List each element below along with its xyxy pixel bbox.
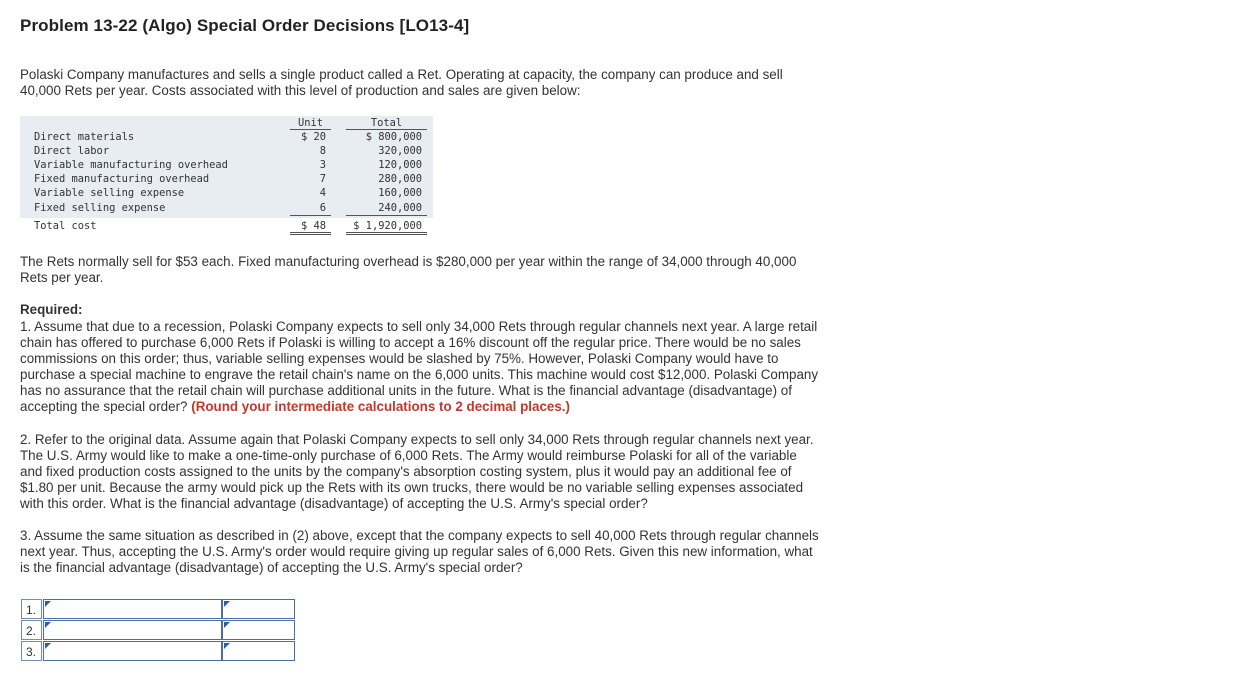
- row-unit-fixed-selling-expense: 6: [319, 202, 326, 214]
- q1-line-3: commissions on this order; thus, variable selling expenses would be slashed by 75%. However, Polaski Company would have to: [20, 351, 779, 366]
- q2-line-3: and fixed production costs assigned to the units by the company's absorption costing system, plus it would pay an additional fee of: [20, 464, 792, 479]
- row-unit-variable-selling-expense: 4: [319, 187, 326, 199]
- total-double-rule-total: [346, 232, 427, 235]
- required-heading: Required:: [20, 302, 83, 317]
- row-total-fixed-selling-expense: 240,000: [378, 202, 422, 214]
- total-double-rule-unit: [290, 232, 331, 235]
- q1-line-4: purchase a special machine to engrave the retail chain's name on the 6,000 units. This machine would cost $12,000. Polaski Company: [20, 367, 819, 382]
- q1-line-5: has no assurance that the retail chain will purchase additional units in the future. What is the financial advantage (disadvantage) of: [20, 383, 792, 398]
- q3-line-2: next year. Thus, accepting the U.S. Army's order would require giving up regular sales of 6,000 Rets. Given this new information, what: [20, 544, 813, 559]
- row-total-fixed-mfg-overhead: 280,000: [378, 173, 422, 185]
- q1-rounding-instruction: (Round your intermediate calculations to 2 decimal places.): [191, 399, 570, 414]
- answer-3-label-select[interactable]: [43, 641, 222, 661]
- q3-line-3: is the financial advantage (disadvantage) of accepting the U.S. Army's special order?: [20, 560, 523, 575]
- answer-2-amount-input[interactable]: [222, 620, 295, 640]
- row-label-variable-mfg-overhead: Variable manufacturing overhead: [34, 159, 228, 171]
- answer-1-label-select[interactable]: [43, 599, 222, 619]
- row-total-variable-mfg-overhead: 120,000: [378, 159, 422, 171]
- answer-row-number: 3.: [21, 641, 42, 661]
- dropdown-marker-icon: [224, 643, 230, 649]
- row-total-total-cost: $ 1,920,000: [353, 220, 422, 232]
- row-label-direct-materials: Direct materials: [34, 131, 135, 143]
- q2-line-5: with this order. What is the financial advantage (disadvantage) of accepting the U.S. Army's special order?: [20, 496, 648, 511]
- normal-price-line-1: The Rets normally sell for $53 each. Fixed manufacturing overhead is $280,000 per year within the range of 34,000 through 40,000: [20, 254, 797, 269]
- q1-line-2: chain has offered to purchase 6,000 Rets if Polaski is willing to accept a 16% discount off the regular price. There would be no sales: [20, 335, 801, 350]
- answer-row-number: 1.: [21, 599, 42, 619]
- row-label-total-cost: Total cost: [34, 220, 97, 232]
- row-total-variable-selling-expense: 160,000: [378, 187, 422, 199]
- row-label-variable-selling-expense: Variable selling expense: [34, 187, 185, 199]
- row-label-fixed-selling-expense: Fixed selling expense: [34, 202, 166, 214]
- intro-line-1: Polaski Company manufactures and sells a single product called a Ret. Operating at capacity, the company can produce and sell: [20, 67, 783, 82]
- row-total-direct-labor: 320,000: [378, 145, 422, 157]
- q2-line-1: 2. Refer to the original data. Assume again that Polaski Company expects to sell only 34,000 Rets through regular channels next year.: [20, 432, 814, 447]
- q2-line-2: The U.S. Army would like to make a one-time-only purchase of 6,000 Rets. The Army would reimburse Polaski for all of the variable: [20, 448, 797, 463]
- q1-line-6: [20, 399, 570, 415]
- dropdown-marker-icon: [45, 643, 51, 649]
- row-unit-direct-labor: 8: [319, 145, 326, 157]
- answer-row-number: 2.: [21, 620, 42, 640]
- row-unit-variable-mfg-overhead: 3: [319, 159, 326, 171]
- subtotal-rule-total: [346, 215, 427, 216]
- row-unit-fixed-mfg-overhead: 7: [319, 173, 326, 185]
- row-label-direct-labor: Direct labor: [34, 145, 110, 157]
- q2-line-4: $1.80 per unit. Because the army would pick up the Rets with its own trucks, there would be no variable selling expenses associated: [20, 480, 804, 495]
- answer-3-amount-input[interactable]: [222, 641, 295, 661]
- answer-1-amount-input[interactable]: [222, 599, 295, 619]
- dropdown-marker-icon: [45, 622, 51, 628]
- row-total-direct-materials: $ 800,000: [365, 131, 422, 143]
- normal-price-line-2: Rets per year.: [20, 270, 104, 285]
- dropdown-marker-icon: [224, 601, 230, 607]
- q1-last-line-text: accepting the special order?: [20, 399, 188, 414]
- row-label-fixed-mfg-overhead: Fixed manufacturing overhead: [34, 173, 210, 185]
- problem-title: Problem 13-22 (Algo) Special Order Decisions [LO13-4]: [20, 16, 470, 35]
- dropdown-marker-icon: [45, 601, 51, 607]
- subtotal-rule-unit: [290, 215, 331, 216]
- row-unit-direct-materials: $ 20: [300, 131, 326, 143]
- answer-2-label-select[interactable]: [43, 620, 222, 640]
- q3-line-1: 3. Assume the same situation as described in (2) above, except that the company expects to sell 40,000 Rets through regular channels: [20, 528, 819, 543]
- row-unit-total-cost: $ 48: [300, 220, 326, 232]
- dropdown-marker-icon: [224, 622, 230, 628]
- intro-line-2: 40,000 Rets per year. Costs associated with this level of production and sales are given below:: [20, 83, 581, 98]
- column-header-total: Total: [346, 117, 427, 130]
- q1-line-1: 1. Assume that due to a recession, Polaski Company expects to sell only 34,000 Rets through regular channels next year. A large retail: [20, 319, 818, 334]
- column-header-unit: Unit: [290, 117, 331, 130]
